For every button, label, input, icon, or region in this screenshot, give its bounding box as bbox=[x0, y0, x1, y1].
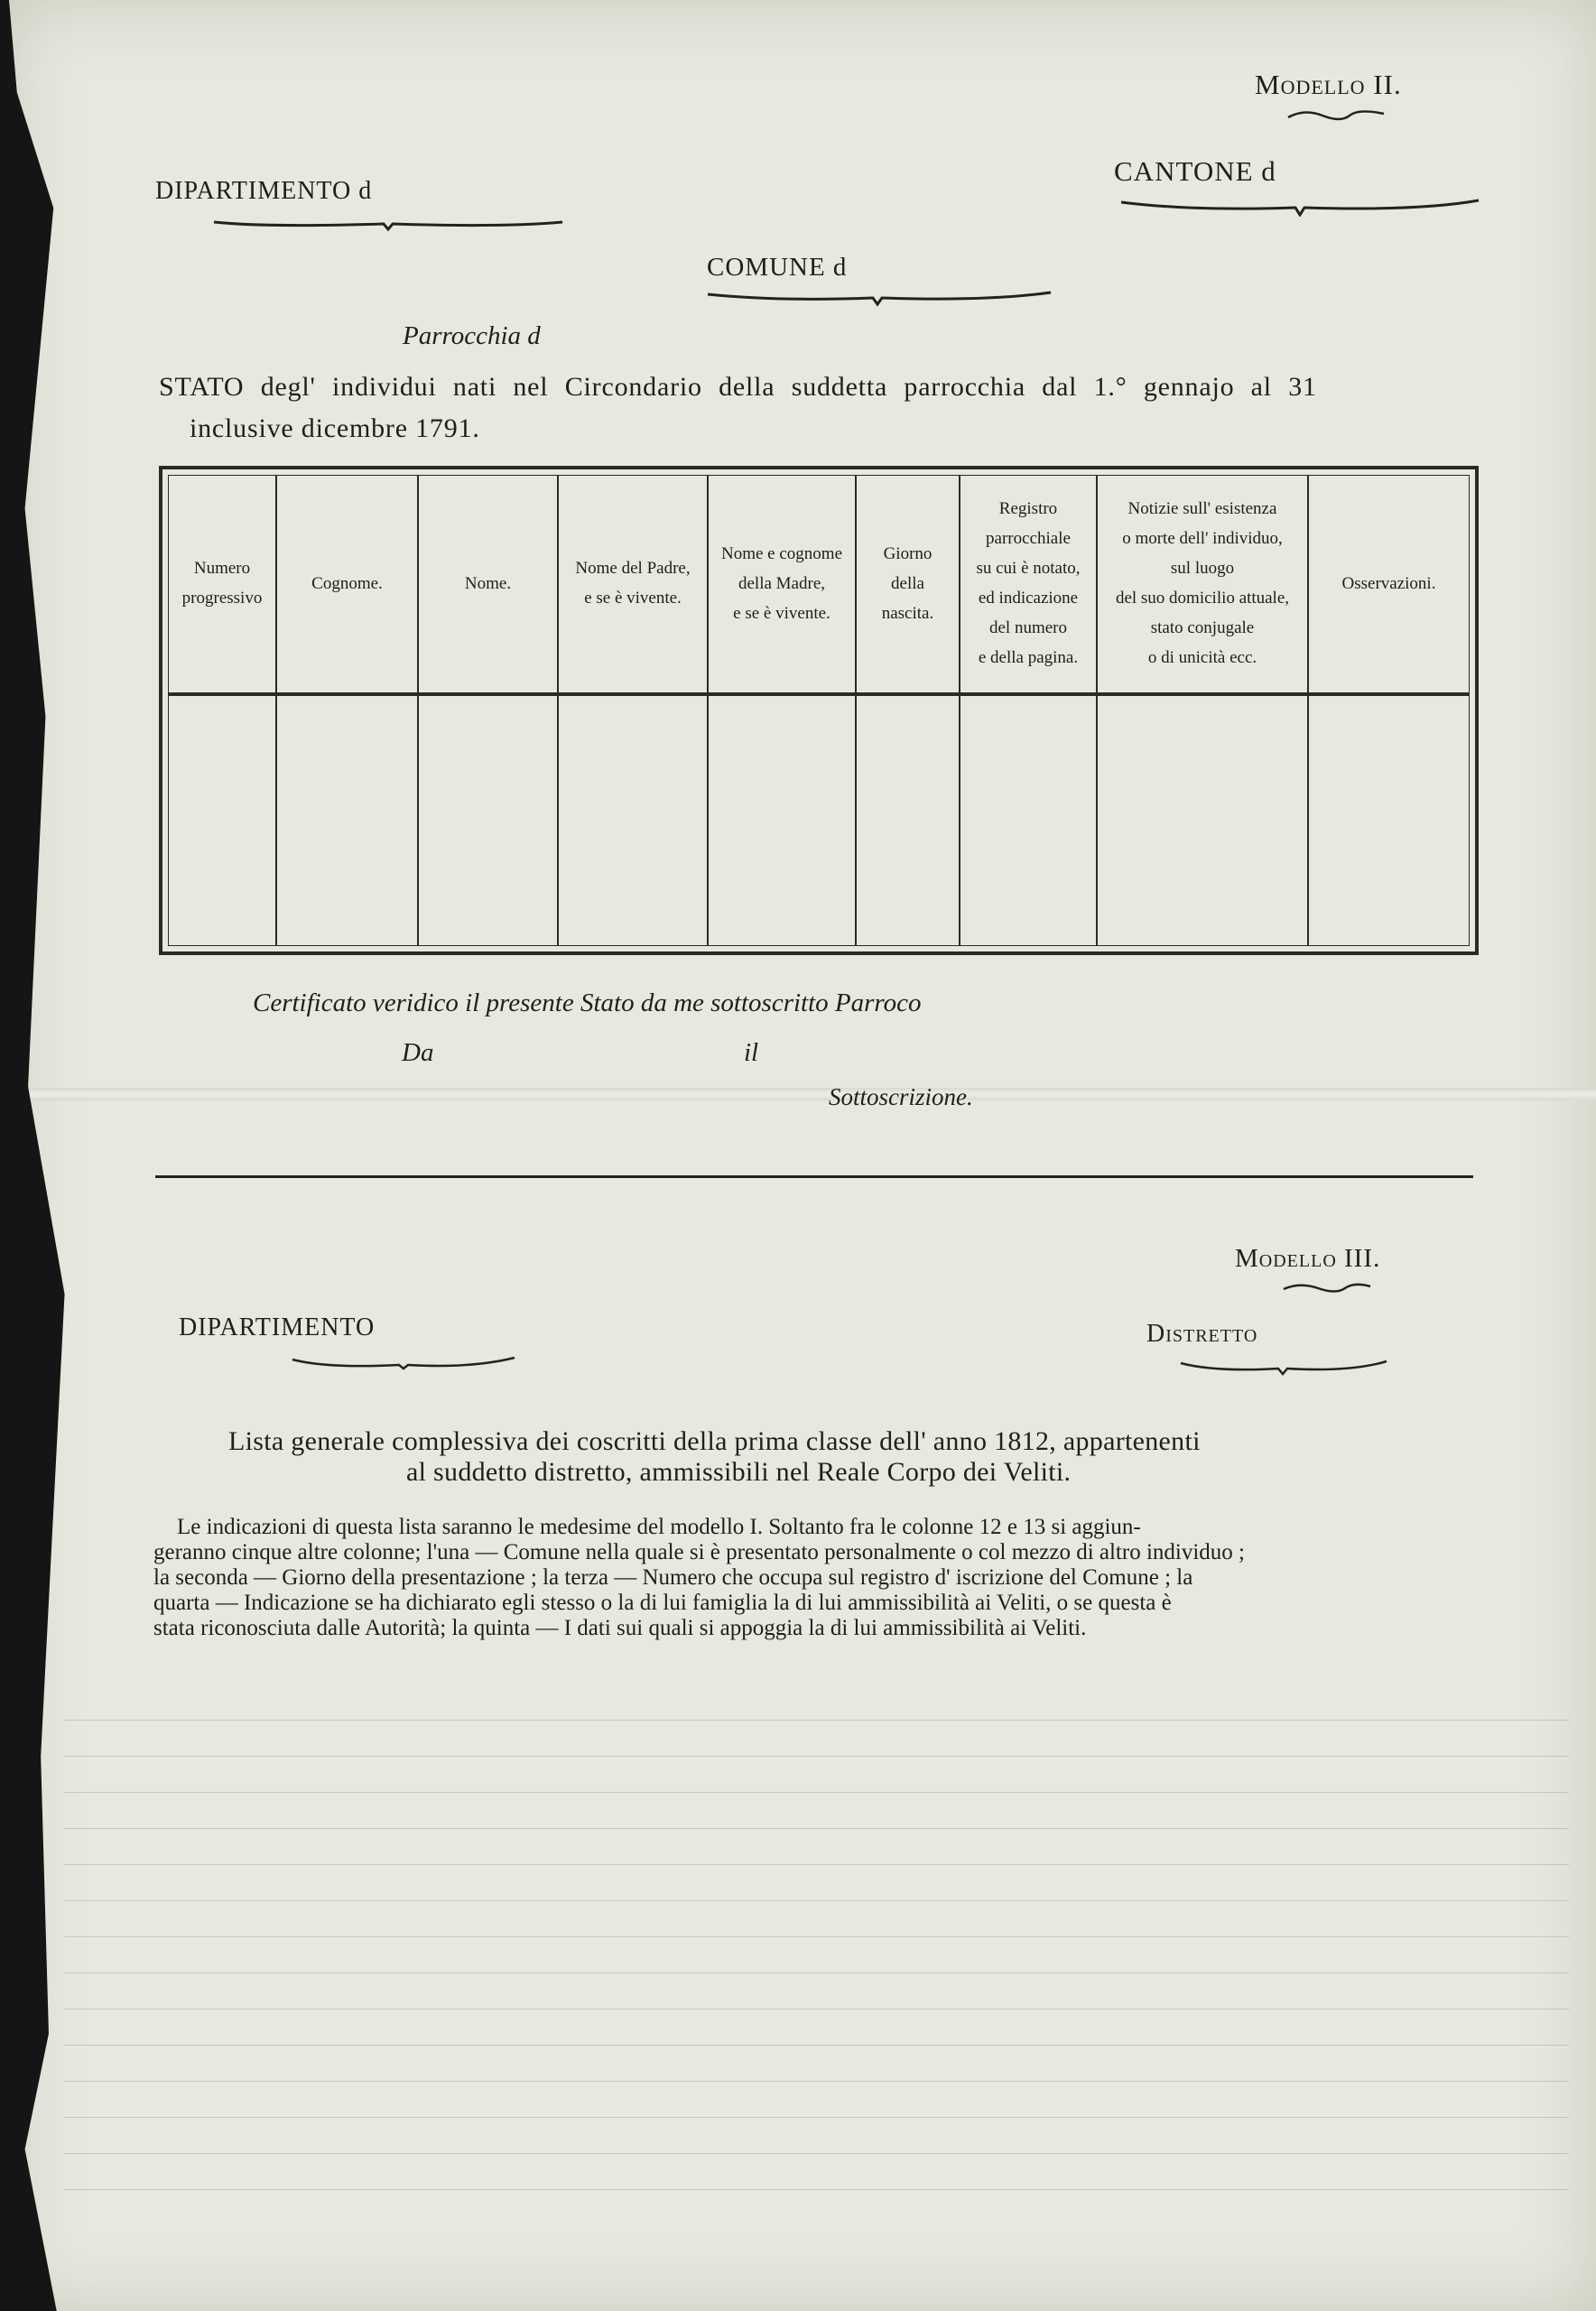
dipartimento-iii-label: DIPARTIMENTO bbox=[179, 1313, 376, 1341]
instruction-line-1: Le indicazioni di questa lista saranno le medesime del modello I. Soltanto fra le colonne 12 e 13 si aggiun- bbox=[177, 1515, 1141, 1539]
modello-ii-swash bbox=[1286, 107, 1386, 125]
dipartimento-iii-swash bbox=[291, 1354, 516, 1370]
modello-ii-label: Modello II. bbox=[1255, 69, 1402, 100]
instruction-line-2: geranno cinque altre colonne; l'una — Comune nella quale si è presentato personalmente o col mezzo di altro individuo ; bbox=[153, 1540, 1245, 1564]
modello-iii-swash bbox=[1282, 1280, 1372, 1296]
dipartimento-label: DIPARTIMENTO d bbox=[155, 177, 373, 205]
header-notizie: Notizie sull' esistenza o morte dell' individuo, sul luogo del suo domicilio attuale, stato conjugale o di unicità ecc. bbox=[1115, 499, 1290, 667]
header-registro: Registro parrocchiale su cui è notato, ed indicazione del numero e della pagina. bbox=[976, 499, 1081, 667]
il-label: il bbox=[744, 1038, 759, 1067]
comune-label: COMUNE d bbox=[707, 253, 848, 282]
header-cognome: Cognome. bbox=[311, 573, 383, 593]
certificato-line: Certificato veridico il presente Stato da me sottoscritto Parroco bbox=[253, 988, 922, 1017]
col-numero bbox=[169, 476, 277, 945]
lista-instructions bbox=[153, 1515, 1471, 1641]
distretto-swash bbox=[1179, 1358, 1388, 1376]
da-label: Da bbox=[402, 1038, 434, 1067]
col-osservazioni bbox=[1309, 476, 1469, 945]
col-cognome bbox=[277, 476, 419, 945]
instruction-line-3: la seconda — Giorno della presentazione ; la terza — Numero che occupa sul registro d' iscrizione del Comune ; la bbox=[153, 1565, 1193, 1590]
comune-underline bbox=[706, 289, 1053, 307]
col-giorno bbox=[857, 476, 960, 945]
col-madre bbox=[709, 476, 857, 945]
paper-fold bbox=[9, 1088, 1596, 1100]
stato-line-2: inclusive dicembre 1791. bbox=[190, 413, 480, 443]
instruction-line-4: quarta — Indicazione se ha dichiarato egli stesso o la di lui famiglia la di lui ammissibilità ai Veliti, o se questa è bbox=[153, 1591, 1172, 1615]
lista-title-2: al suddetto distretto, ammissibili nel Reale Corpo dei Veliti. bbox=[406, 1457, 1072, 1487]
header-numero: Numero progressivo bbox=[181, 559, 263, 608]
sottoscrizione-label: Sottoscrizione. bbox=[829, 1083, 973, 1110]
register-table bbox=[159, 466, 1479, 955]
header-osservazioni: Osservazioni. bbox=[1341, 573, 1436, 593]
paper-sheet bbox=[9, 0, 1596, 2311]
distretto-label: Distretto bbox=[1146, 1320, 1258, 1348]
col-nome bbox=[419, 476, 559, 945]
lista-title-1: Lista generale complessiva dei coscritti della prima classe dell' anno 1812, appartenenti bbox=[228, 1426, 1201, 1456]
stato-line-1: STATO degl' individui nati nel Circondario della suddetta parrocchia dal 1.° gennajo al 31 bbox=[159, 372, 1317, 402]
header-madre: Nome e cognome della Madre, e se è vivente. bbox=[720, 543, 842, 623]
cantone-underline bbox=[1119, 197, 1480, 217]
col-padre bbox=[559, 476, 709, 945]
header-giorno: Giorno della nascita. bbox=[881, 543, 934, 623]
col-notizie bbox=[1098, 476, 1309, 945]
header-padre: Nome del Padre, e se è vivente. bbox=[575, 559, 691, 608]
modello-iii-label: Modello III. bbox=[1235, 1244, 1381, 1273]
dipartimento-underline bbox=[212, 217, 564, 231]
cantone-label: CANTONE d bbox=[1114, 155, 1276, 187]
header-nome: Nome. bbox=[464, 573, 512, 593]
section-divider bbox=[155, 1175, 1473, 1178]
instruction-line-5: stata riconosciuta dalle Autorità; la quinta — I dati sui quali si appoggia la di lui ammissibilità ai Veliti. bbox=[153, 1616, 1087, 1640]
parrocchia-label: Parrocchia d bbox=[403, 321, 541, 350]
col-registro bbox=[960, 476, 1098, 945]
